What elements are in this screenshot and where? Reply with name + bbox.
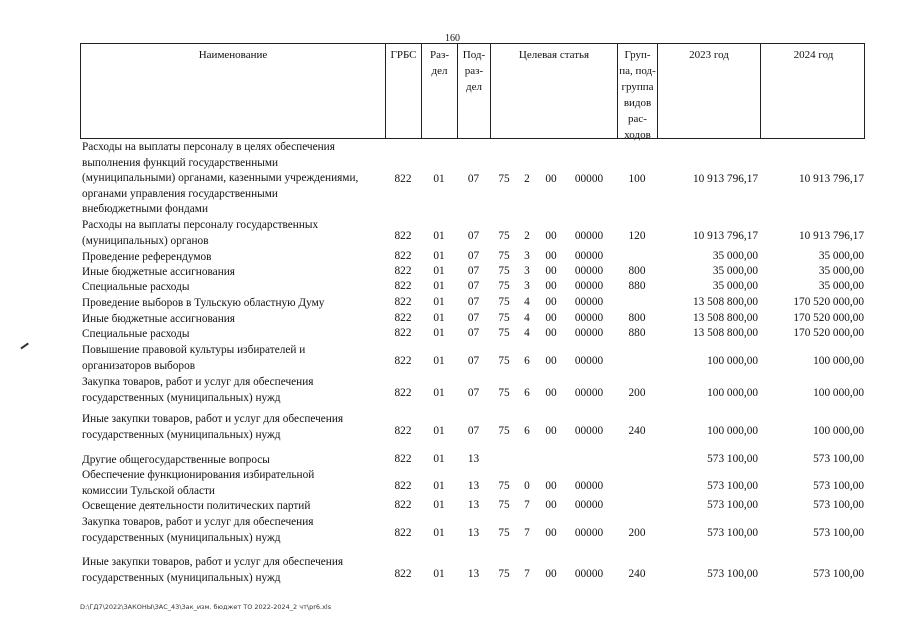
row-name: Иные закупки товаров, работ и услуг для обеспечения государственных (муниципальных) нужд: [82, 413, 344, 441]
cell-grbs: 822: [394, 230, 412, 242]
cell-grbs: 822: [394, 265, 412, 277]
cell-cs4: 00000: [574, 296, 604, 308]
file-path-footer: D:\ГД7\2022\ЗАКОНЫ\ЗАС_43\Зак_изм. бюджет ТО 2022-2024_2 чт\pr6.xls: [80, 603, 332, 611]
cell-v2024: 35 000,00: [818, 250, 864, 262]
cell-vr: 120: [628, 230, 646, 242]
cell-rz: 01: [433, 327, 445, 339]
cell-rz: 01: [433, 568, 445, 580]
row-name: Другие общегосударственные вопросы: [82, 454, 270, 466]
cell-rz: 01: [433, 499, 445, 511]
row-name: Специальные расходы: [82, 328, 190, 340]
cell-v2023: 573 100,00: [707, 480, 758, 492]
cell-v2023: 100 000,00: [707, 355, 758, 367]
cell-v2023: 100 000,00: [707, 425, 758, 437]
cell-grbs: 822: [394, 296, 412, 308]
pen-mark: [20, 343, 28, 349]
cell-cs2: 3: [524, 250, 530, 262]
cell-cs3: 00: [545, 387, 557, 399]
cell-cs2: 7: [524, 527, 530, 539]
table-row: [80, 453, 865, 468]
row-name: Обеспечение функционирования избирательной комиссии Тульской области: [82, 469, 315, 497]
table-row: [80, 296, 865, 311]
cell-cs4: 00000: [574, 387, 604, 399]
cell-pr: 13: [467, 527, 480, 539]
cell-v2024: 573 100,00: [813, 480, 864, 492]
cell-v2023: 35 000,00: [712, 265, 758, 277]
cell-pr: 07: [467, 296, 480, 308]
header-year-2024: 2024 год: [793, 49, 834, 61]
cell-cs3: 00: [545, 230, 557, 242]
table-row: [80, 343, 865, 374]
cell-pr: 07: [467, 425, 480, 437]
cell-v2023: 35 000,00: [712, 280, 758, 292]
cell-grbs: 822: [394, 527, 412, 539]
cell-pr: 07: [467, 355, 480, 367]
cell-grbs: 822: [394, 425, 412, 437]
cell-rz: 01: [433, 265, 445, 277]
table-row: [80, 265, 865, 280]
cell-pr: 07: [467, 173, 480, 185]
row-name: Иные бюджетные ассигнования: [82, 313, 235, 325]
header-target-article: Целевая статья: [491, 44, 618, 138]
cell-cs1: 75: [498, 265, 510, 277]
cell-cs1: 75: [498, 173, 510, 185]
cell-pr: 07: [467, 387, 480, 399]
cell-cs4: 00000: [574, 250, 604, 262]
cell-pr: 07: [467, 280, 480, 292]
cell-vr: 240: [628, 568, 646, 580]
cell-grbs: 822: [394, 387, 412, 399]
table-row: [80, 375, 865, 406]
cell-cs3: 00: [545, 568, 557, 580]
table-row: [80, 140, 865, 218]
cell-cs2: 2: [524, 230, 530, 242]
row-name: Повышение правовой культуры избирателей и организаторов выборов: [82, 344, 306, 372]
cell-v2023: 35 000,00: [712, 250, 758, 262]
cell-rz: 01: [433, 250, 445, 262]
cell-vr: 880: [628, 327, 646, 339]
cell-cs3: 00: [545, 425, 557, 437]
header-name: Наименование: [81, 44, 386, 138]
cell-cs1: 75: [498, 527, 510, 539]
table-row: [80, 280, 865, 295]
cell-grbs: 822: [394, 480, 412, 492]
cell-pr: 07: [467, 265, 480, 277]
table-row: [80, 327, 865, 342]
cell-rz: 01: [433, 230, 445, 242]
cell-rz: 01: [433, 355, 445, 367]
cell-v2024: 100 000,00: [813, 355, 864, 367]
cell-cs3: 00: [545, 355, 557, 367]
table-row: [80, 515, 865, 546]
cell-cs2: 3: [524, 280, 530, 292]
cell-cs4: 00000: [574, 499, 604, 511]
cell-vr: 880: [628, 280, 646, 292]
cell-v2023: 13 508 800,00: [693, 327, 758, 339]
cell-cs1: 75: [498, 327, 510, 339]
cell-v2024: 100 000,00: [813, 425, 864, 437]
cell-vr: 800: [628, 312, 646, 324]
row-name: Закупка товаров, работ и услуг для обеспечения государственных (муниципальных) нужд: [82, 376, 314, 404]
cell-cs3: 00: [545, 312, 557, 324]
cell-cs3: 00: [545, 280, 557, 292]
cell-cs2: 0: [524, 480, 530, 492]
cell-cs4: 00000: [574, 173, 604, 185]
cell-grbs: 822: [394, 327, 412, 339]
cell-rz: 01: [433, 312, 445, 324]
row-name: Проведение референдумов: [82, 251, 212, 263]
row-name: Иные закупки товаров, работ и услуг для обеспечения государственных (муниципальных) нужд: [82, 556, 344, 584]
cell-cs3: 00: [545, 327, 557, 339]
cell-cs1: 75: [498, 568, 510, 580]
cell-pr: 07: [467, 327, 480, 339]
cell-cs1: 75: [498, 280, 510, 292]
cell-v2024: 10 913 796,17: [799, 173, 864, 185]
cell-v2023: 100 000,00: [707, 387, 758, 399]
cell-cs2: 4: [524, 312, 530, 324]
cell-pr: 07: [467, 250, 480, 262]
cell-v2023: 10 913 796,17: [693, 230, 758, 242]
cell-rz: 01: [433, 425, 445, 437]
cell-v2024: 170 520 000,00: [793, 312, 864, 324]
cell-v2024: 100 000,00: [813, 387, 864, 399]
cell-cs4: 00000: [574, 425, 604, 437]
cell-grbs: 822: [394, 355, 412, 367]
table-header: [80, 43, 865, 139]
cell-rz: 01: [433, 480, 445, 492]
cell-cs4: 00000: [574, 230, 604, 242]
cell-cs1: 75: [498, 230, 510, 242]
page-number: 160: [445, 33, 460, 44]
cell-cs1: 75: [498, 480, 510, 492]
cell-cs1: 75: [498, 250, 510, 262]
cell-cs4: 00000: [574, 480, 604, 492]
cell-cs2: 3: [524, 265, 530, 277]
cell-vr: 200: [628, 527, 646, 539]
header-razdel: Раз- дел: [422, 44, 458, 138]
row-name: Проведение выборов в Тульскую областную Думу: [82, 297, 325, 309]
cell-cs1: 75: [498, 387, 510, 399]
cell-rz: 01: [433, 387, 445, 399]
cell-cs1: 75: [498, 425, 510, 437]
cell-v2023: 573 100,00: [707, 527, 758, 539]
cell-v2024: 170 520 000,00: [793, 296, 864, 308]
cell-vr: 100: [628, 173, 646, 185]
cell-grbs: 822: [394, 312, 412, 324]
cell-cs2: 6: [524, 387, 530, 399]
cell-cs2: 7: [524, 568, 530, 580]
cell-cs3: 00: [545, 480, 557, 492]
table-row: [80, 250, 865, 265]
cell-cs2: 4: [524, 327, 530, 339]
table-row: [80, 218, 865, 249]
header-podrazdel: Под- раз- дел: [458, 44, 491, 138]
cell-cs1: 75: [498, 499, 510, 511]
cell-grbs: 822: [394, 499, 412, 511]
cell-vr: 240: [628, 425, 646, 437]
cell-grbs: 822: [394, 568, 412, 580]
row-name: Расходы на выплаты персоналу в целях обеспечения выполнения функций государственными (муниципальными) органами, казенными учреждениями, органами управления государственными внебюджетными фондами: [82, 141, 359, 215]
cell-cs4: 00000: [574, 312, 604, 324]
cell-cs3: 00: [545, 265, 557, 277]
header-expense-group: Груп- па, под- группа видов рас- ходов: [618, 44, 658, 138]
cell-grbs: 822: [394, 280, 412, 292]
table-row: [80, 312, 865, 327]
cell-v2024: 170 520 000,00: [793, 327, 864, 339]
cell-rz: 01: [433, 527, 445, 539]
cell-v2023: 573 100,00: [707, 568, 758, 580]
cell-cs2: 7: [524, 499, 530, 511]
cell-cs4: 00000: [574, 327, 604, 339]
cell-rz: 01: [433, 173, 445, 185]
table-row: [80, 412, 865, 446]
cell-cs1: 75: [498, 355, 510, 367]
cell-v2024: 573 100,00: [813, 499, 864, 511]
cell-cs4: 00000: [574, 527, 604, 539]
cell-cs3: 00: [545, 499, 557, 511]
cell-pr: 13: [467, 568, 480, 580]
cell-cs3: 00: [545, 296, 557, 308]
cell-cs4: 00000: [574, 568, 604, 580]
cell-pr: 13: [467, 480, 480, 492]
cell-pr: 07: [467, 312, 480, 324]
cell-v2024: 35 000,00: [818, 265, 864, 277]
cell-cs1: 75: [498, 296, 510, 308]
row-name: Иные бюджетные ассигнования: [82, 266, 235, 278]
cell-cs3: 00: [545, 250, 557, 262]
cell-v2024: 573 100,00: [813, 568, 864, 580]
cell-rz: 01: [433, 296, 445, 308]
row-name: Расходы на выплаты персоналу государственных (муниципальных) органов: [82, 219, 319, 247]
cell-rz: 01: [433, 280, 445, 292]
row-name: Специальные расходы: [82, 281, 190, 293]
cell-v2024: 573 100,00: [813, 453, 864, 465]
cell-v2024: 573 100,00: [813, 527, 864, 539]
cell-pr: 13: [467, 499, 480, 511]
cell-v2023: 573 100,00: [707, 453, 758, 465]
cell-cs2: 6: [524, 425, 530, 437]
cell-v2023: 573 100,00: [707, 499, 758, 511]
cell-v2024: 10 913 796,17: [799, 230, 864, 242]
cell-v2023: 13 508 800,00: [693, 296, 758, 308]
cell-cs3: 00: [545, 173, 557, 185]
cell-cs4: 00000: [574, 355, 604, 367]
cell-cs2: 2: [524, 173, 530, 185]
cell-cs4: 00000: [574, 280, 604, 292]
cell-grbs: 822: [394, 453, 412, 465]
cell-pr: 13: [467, 453, 480, 465]
cell-v2023: 13 508 800,00: [693, 312, 758, 324]
cell-cs2: 6: [524, 355, 530, 367]
table-row: [80, 555, 865, 589]
cell-rz: 01: [433, 453, 445, 465]
row-name: Освещение деятельности политических партий: [82, 500, 311, 512]
cell-grbs: 822: [394, 173, 412, 185]
cell-cs4: 00000: [574, 265, 604, 277]
header-grbs: ГРБС: [386, 44, 422, 138]
cell-pr: 07: [467, 230, 480, 242]
cell-cs2: 4: [524, 296, 530, 308]
cell-cs1: 75: [498, 312, 510, 324]
cell-grbs: 822: [394, 250, 412, 262]
table-row: [80, 499, 865, 515]
cell-cs3: 00: [545, 527, 557, 539]
header-year-2023: 2023 год: [658, 44, 761, 138]
cell-v2024: 35 000,00: [818, 280, 864, 292]
cell-v2023: 10 913 796,17: [693, 173, 758, 185]
cell-vr: 200: [628, 387, 646, 399]
cell-vr: 800: [628, 265, 646, 277]
row-name: Закупка товаров, работ и услуг для обеспечения государственных (муниципальных) нужд: [82, 516, 314, 544]
table-row: [80, 468, 865, 499]
